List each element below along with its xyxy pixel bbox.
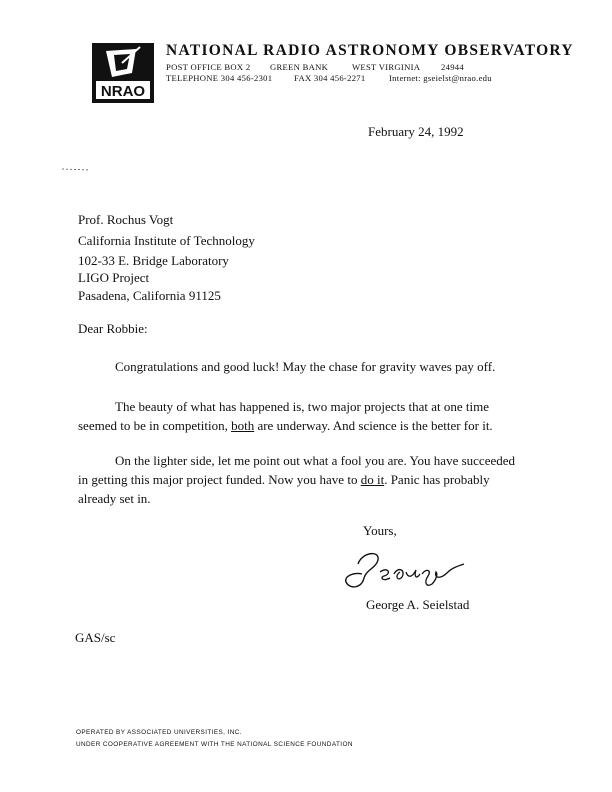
paragraph-1 (78, 357, 520, 376)
address-state: WEST VIRGINIA (352, 62, 421, 72)
handwritten-signature (340, 544, 470, 594)
salutation: Dear Robbie: (78, 321, 148, 336)
org-name: NATIONAL RADIO ASTRONOMY OBSERVATORY (166, 42, 574, 59)
footer-agreement: UNDER COOPERATIVE AGREEMENT WITH THE NATIONAL SCIENCE FOUNDATION (76, 741, 353, 748)
paragraph-3 (78, 451, 520, 508)
paragraph-2-text-b: are underway. And science is the better for it. (254, 418, 493, 433)
paragraph-2-text-a: The beauty of what has happened is, two major projects that at one time seemed to be in competition, (78, 399, 489, 433)
paragraph-3-text-a: On the lighter side, let me point out what a fool you are. You have succeeded in getting this major project funded. Now you have to (78, 453, 516, 487)
fax: FAX 304 456-2271 (294, 73, 366, 83)
signer-name: George A. Seielstad (366, 597, 470, 612)
internet-address: Internet: gseielst@nrao.edu (389, 73, 492, 83)
recipient-laboratory: 102-33 E. Bridge Laboratory (78, 253, 229, 268)
address-town: GREEN BANK (270, 62, 329, 72)
recipient-project: LIGO Project (78, 270, 150, 285)
logo-text: NRAO (100, 83, 146, 100)
radio-telescope-icon (92, 43, 154, 103)
telephone: TELEPHONE 304 456-2301 (166, 73, 273, 83)
recipient-name: Prof. Rochus Vogt (78, 212, 174, 227)
footer-operator: OPERATED BY ASSOCIATED UNIVERSITIES, INC. (76, 729, 242, 736)
paragraph-3-text-b: . Panic has probably already set in. (78, 472, 490, 506)
paragraph-1-text: Congratulations and good luck! May the chase for gravity waves pay off. (115, 359, 496, 374)
paragraph-3-emphasis: do it (360, 472, 385, 487)
recipient-institution: California Institute of Technology (78, 233, 255, 248)
letter-date: February 24, 1992 (368, 124, 464, 139)
nrao-logo (92, 43, 154, 103)
typist-initials: GAS/sc (75, 630, 116, 645)
closing: Yours, (363, 523, 397, 538)
paragraph-2-emphasis: both (231, 418, 255, 433)
scan-mark (62, 167, 92, 171)
address-po-box: POST OFFICE BOX 2 (166, 62, 251, 72)
recipient-city: Pasadena, California 91125 (78, 288, 221, 303)
address-zip: 24944 (441, 62, 464, 72)
paragraph-2 (78, 397, 520, 435)
